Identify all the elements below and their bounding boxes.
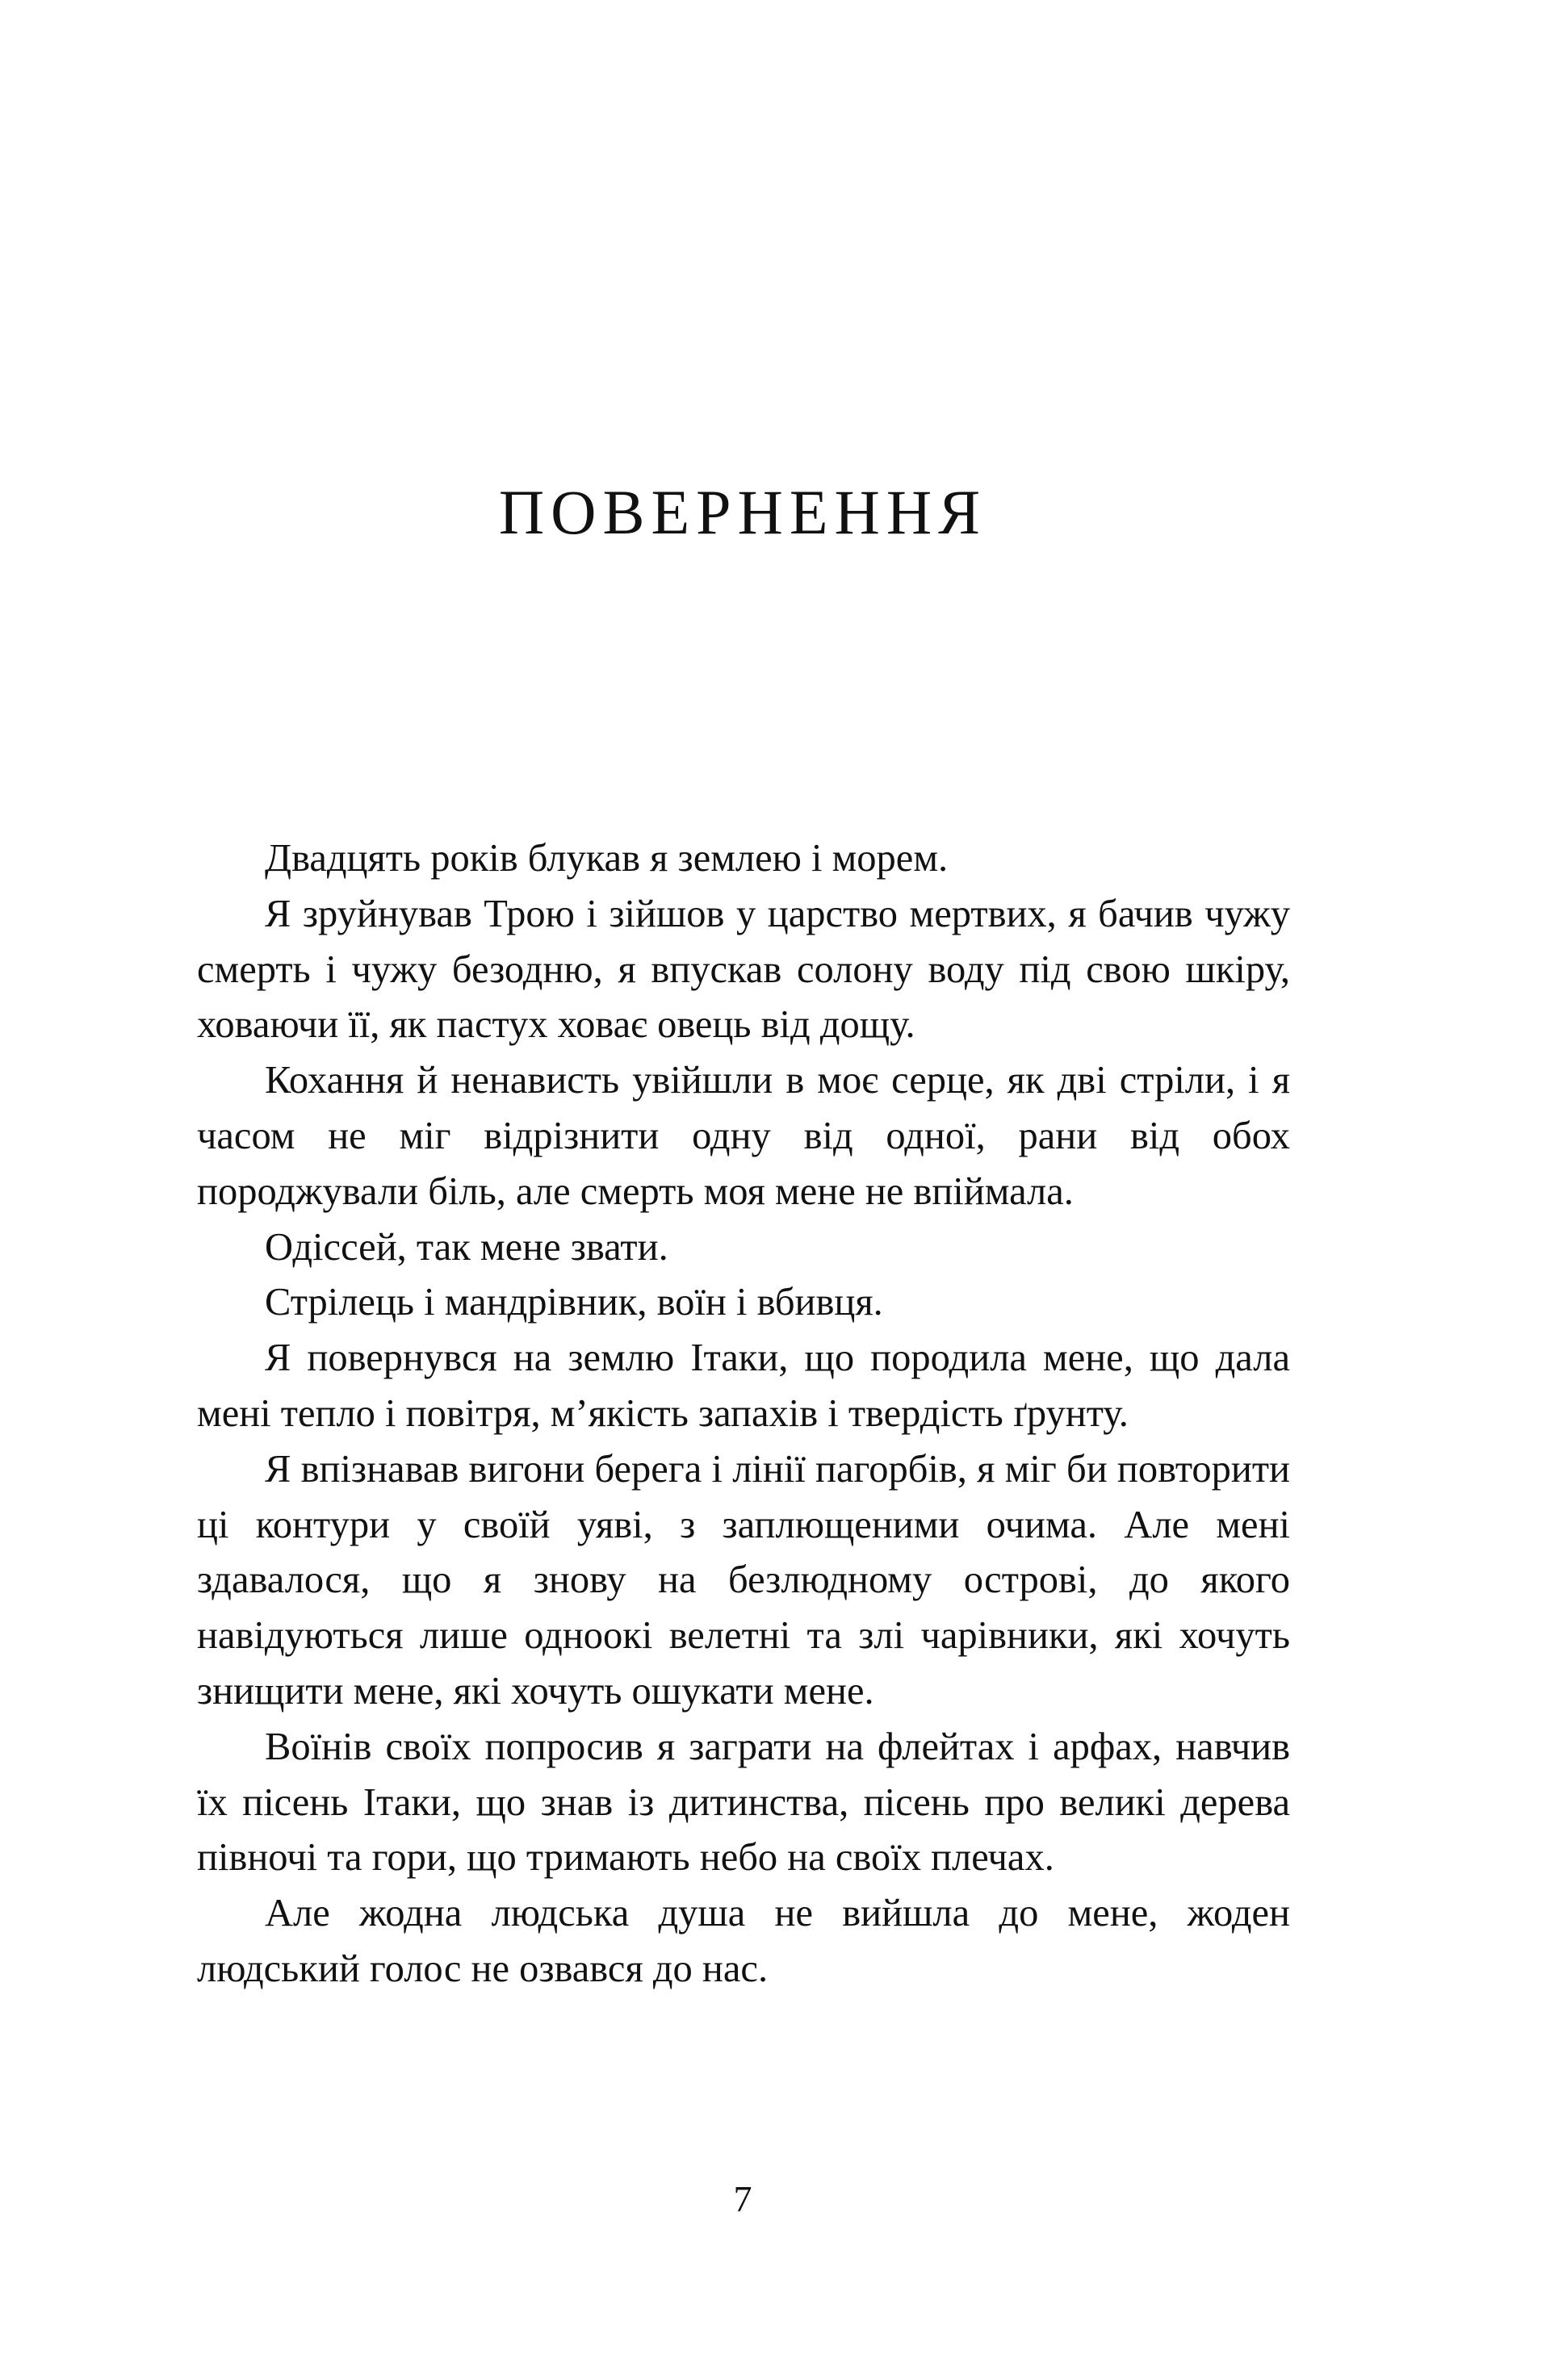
page-number: 7 [733,2178,752,2219]
paragraph: Двадцять років блукав я землею і морем. [265,837,949,880]
paragraph: Я повернувся на землю Ітаки, що породила мене, що дала мені тепло і повітря, м’якість запахів і твердість ґрунту. [197,1336,1290,1435]
paragraph: Я впізнавав вигони берега і лінії пагорбів, я міг би повторити ці контури у своїй уяві, з заплющеними очима. Але мені здавалося, що я знову на безлюдному острові, до якого навідуються лише одноокі велетні та злі чарівники, які хочуть знищити мене, які хочуть ошукати мене. [197,1447,1290,1713]
paragraph: Одіссей, так мене звати. [265,1225,668,1269]
paragraph: Воїнів своїх попросив я заграти на флейтах і арфах, навчив їх пісень Ітаки, що знав із дитинства, пісень про великі дерева півночі та гори, що тримають небо на своїх плечах. [197,1725,1290,1880]
paragraph: Стрілець і мандрівник, воїн і вбивця. [265,1281,883,1324]
paragraph: Але жодна людська душа не вийшла до мене, жоден людський голос не озвався до нас. [197,1892,1290,1990]
paragraph: Кохання й ненависть увійшли в моє серце, як дві стріли, і я часом не міг відрізнити одну від одної, рани від обох породжували біль, але смерть моя мене не впіймала. [197,1059,1290,1213]
chapter-body [197,831,1290,1997]
chapter-title: ПОВЕРНЕННЯ [498,477,987,547]
paragraph: Я зруйнував Трою і зійшов у царство мертвих, я бачив чужу смерть і чужу безодню, я впускав солону воду під свою шкіру, ховаючи її, як пастух ховає овець від дощу. [197,892,1290,1047]
